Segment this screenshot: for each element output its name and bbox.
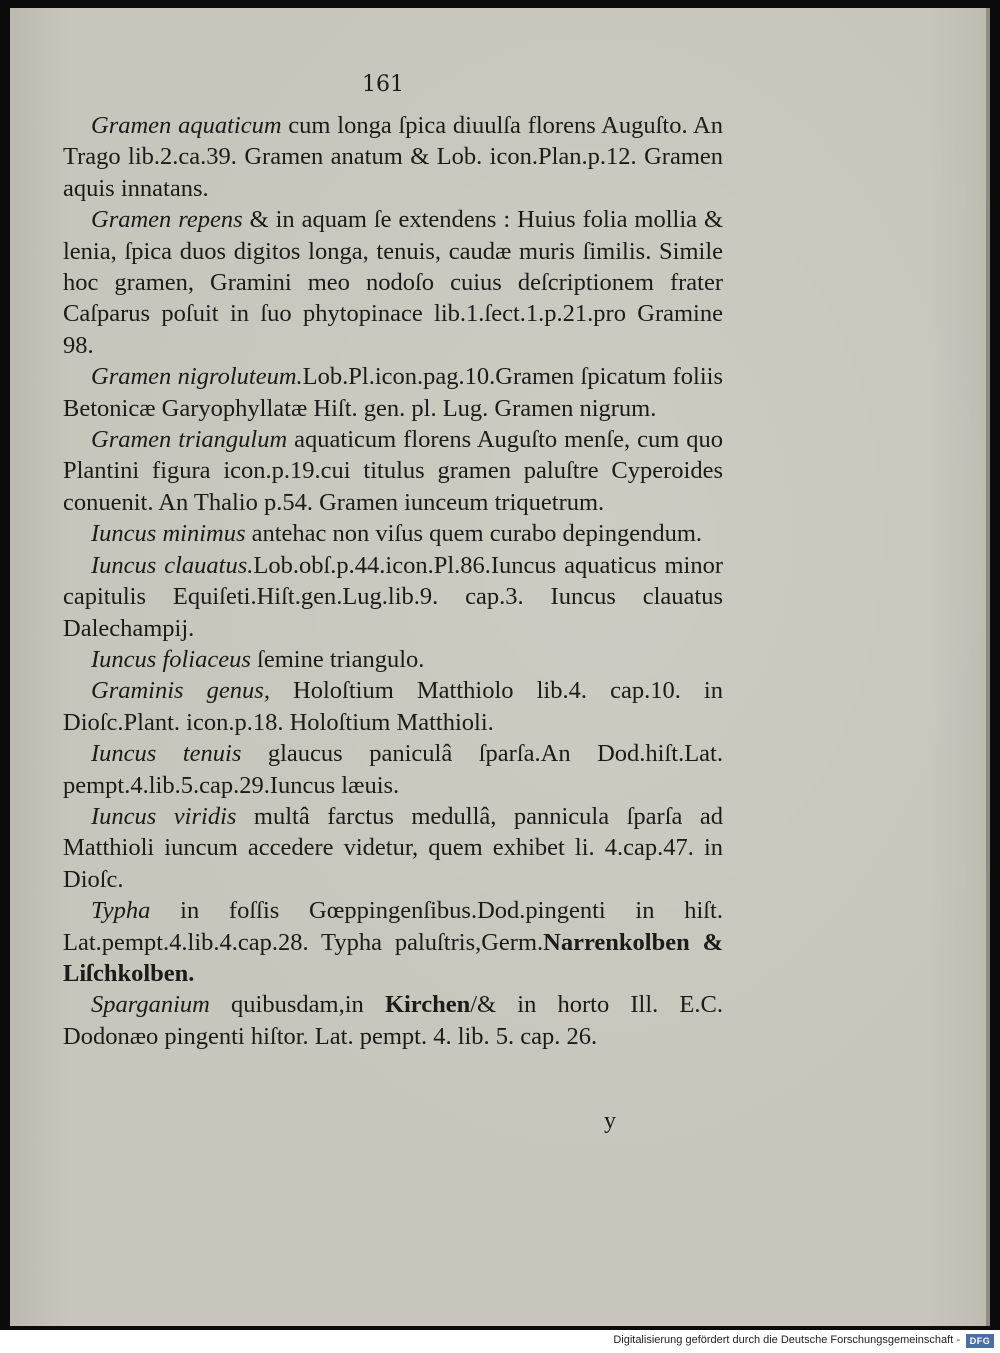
entry-term: Gramen repens <box>91 206 243 234</box>
entry-text: & in aquam ſe extendens : Huius folia mollia & lenia, ſpica duos digitos longa, tenuis, caudæ muris ſimilis. Simile hoc gramen, Gramini meo nodoſo cuius deſcriptionem frater Caſparus poſuit in ſuo phytopinace lib.1.ſect.1.p.21.pro Gramine 98. <box>63 206 724 359</box>
entry-term: Graminis genus, <box>91 677 270 705</box>
entry-text: ſemine triangulo. <box>250 645 425 673</box>
entry-text: quibusdam,in <box>209 991 385 1019</box>
entry-text: cum longa ſpica diuulſa florens Auguſto. An Trago lib.2.ca.39. Gramen anatum & Lob. icon.Plan.p.12. Gramen aquis innatans. <box>63 112 723 202</box>
footer <box>0 1330 1000 1353</box>
entry-term: Gramen triangulum <box>91 426 288 454</box>
entry <box>63 550 723 644</box>
entry-text: Lob.Pl.icon.pag.10.Gramen ſpicatum foliis Betonicæ Garyophyllatæ Hiſt. gen. pl. Lug. Gramen nigrum. <box>63 363 723 422</box>
entry <box>63 204 723 361</box>
funding-credit: Digitalisierung gefördert durch die Deutsche Forschungsgemeinschaft - <box>613 1334 960 1346</box>
entry-term: Iuncus viridis <box>91 802 237 830</box>
entry <box>63 801 723 895</box>
entry-term: Gramen aquaticum <box>91 112 282 139</box>
entry <box>63 518 723 549</box>
entry-text: antehac non viſus quem curabo depingendum. <box>245 520 703 548</box>
entry <box>63 675 723 738</box>
entry-text: in foſſis Gœppingenſibus.Dod.pingenti in hiſt. Lat.pempt.4.lib.4.cap.28. Typha paluſtris,Germ. <box>63 897 723 956</box>
entry <box>63 424 723 518</box>
entry-text: glaucus paniculâ ſparſa.An Dod.hiſt.Lat. pempt.4.lib.5.cap.29.Iuncus læuis. <box>63 740 723 799</box>
entry <box>63 110 723 204</box>
entry-term: Typha <box>91 897 151 925</box>
entry <box>63 895 723 989</box>
catchword: y <box>604 1108 616 1134</box>
entry-blackletter: Narrenkolben & Liſchkolben. <box>63 928 724 987</box>
entry-term: Iuncus clauatus. <box>91 551 254 579</box>
entry-text: Lob.obſ.p.44.icon.Pl.86.Iuncus aquaticus minor capitulis Equiſeti.Hiſt.gen.Lug.lib.9. cap.3. Iuncus clauatus Dalechampij. <box>63 551 724 642</box>
entry-text: multâ farctus medullâ, pannicula ſparſa ad Matthioli iuncum accedere videtur, quem exhibet li. 4.cap.47. in Dioſc. <box>63 802 723 893</box>
entry-term: Sparganium <box>91 991 210 1019</box>
text-body <box>63 110 723 1052</box>
page-number: 161 <box>362 72 404 97</box>
entry-term: Iuncus tenuis <box>91 740 242 768</box>
entry <box>63 361 723 424</box>
entry-term: Iuncus minimus <box>91 520 246 548</box>
entry <box>63 644 723 675</box>
dfg-logo: DFG <box>966 1334 994 1348</box>
entry-text-after: /& in horto Ill. E.C. Dodonæo pingenti hiſtor. Lat. pempt. 4. lib. 5. cap. 26. <box>63 991 723 1050</box>
entry-term: Gramen nigroluteum. <box>91 363 303 391</box>
entry-term: Iuncus foliaceus <box>91 645 251 673</box>
entry-blackletter: Kirchen <box>384 991 471 1019</box>
entry <box>63 738 723 801</box>
entry <box>63 989 723 1052</box>
page-edge <box>986 8 990 1326</box>
entry-text: Holoſtium Matthiolo lib.4. cap.10. in Dioſc.Plant. icon.p.18. Holoſtium Matthioli. <box>63 677 723 736</box>
entry-text: aquaticum florens Auguſto menſe, cum quo Plantini figura icon.p.19.cui titulus gramen paluſtre Cyperoides conuenit. An Thalio p.54. Gramen iunceum triquetrum. <box>63 426 723 516</box>
